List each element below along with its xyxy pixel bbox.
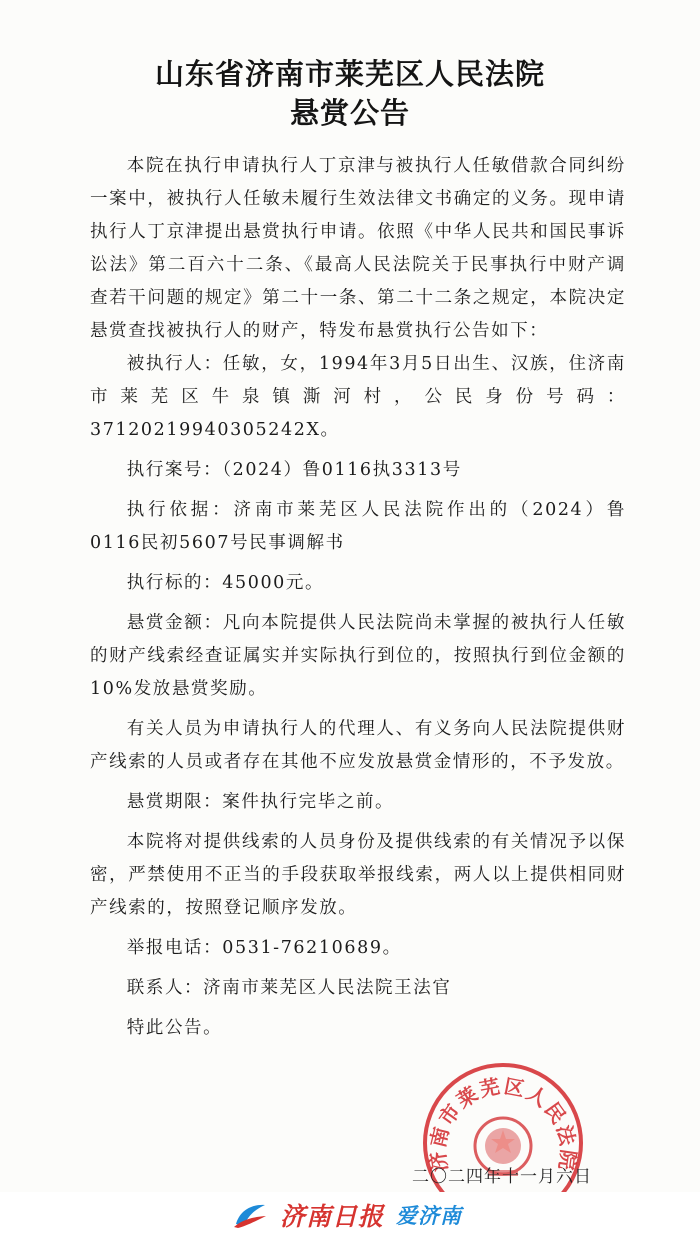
- phone-paragraph: 举报电话：0531-76210689。: [126, 938, 402, 958]
- confidential-paragraph: 本院将对提供线索的人员身份及提供线索的有关情况予以保密，严禁使用不正当的手段获取举报线索，两人以上提供相同财产线索的，按照登记顺序发放。: [90, 832, 626, 918]
- brand-name: 济南日报: [280, 1202, 385, 1231]
- notice-date: 二〇二四年十一月六日: [412, 1167, 592, 1187]
- court-name: 山东省济南市莱芜区人民法院: [154, 57, 545, 91]
- brand-logo-icon: [232, 1200, 268, 1230]
- seal-text: 济南市莱芜区人民法院: [425, 1073, 581, 1174]
- brand-subtitle: 爱济南: [396, 1204, 463, 1228]
- amount-paragraph: 执行标的：45000元。: [126, 573, 325, 593]
- closing-paragraph: 特此公告。: [126, 1018, 223, 1038]
- basis-paragraph: 执行依据：济南市莱芜区人民法院作出的（2024）鲁0116民初5607号民事调解书: [90, 500, 626, 553]
- period-paragraph: 悬赏期限：案件执行完毕之前。: [126, 792, 395, 812]
- intro-paragraph: 本院在执行申请执行人丁京津与被执行人任敏借款合同纠纷一案中，被执行人任敏未履行生效法律文书确定的义务。现申请执行人丁京津提出悬赏执行申请。依照《中华人民共和国民事诉讼法》第二百六十二条、《最高人民法院关于民事执行中财产调查若干问题的规定》第二十一条、第二十二条之规定，本院决定悬赏查找被执行人的财产，特发布悬赏执行公告如下：: [90, 156, 626, 341]
- case-number-paragraph: 执行案号：（2024）鲁0116执3313号: [126, 460, 462, 480]
- reward-paragraph: 悬赏金额：凡向本院提供人民法院尚未掌握的被执行人任敏的财产线索经查证属实并实际执行到位的，按照执行到位金额的10%发放悬赏奖励。: [90, 613, 626, 699]
- exclusion-paragraph: 有关人员为申请执行人的代理人、有义务向人民法院提供财产线索的人员或者存在其他不应发放悬赏金情形的，不予发放。: [90, 719, 626, 772]
- notice-title: 悬赏公告: [289, 96, 410, 130]
- contact-paragraph: 联系人：济南市莱芜区人民法院王法官: [126, 978, 452, 998]
- notice-body: [90, 150, 626, 1045]
- brand-watermark: [232, 1198, 462, 1232]
- debtor-paragraph: 被执行人：任敏，女，1994年3月5日出生、汉族，住济南市莱芜区牛泉镇澌河村，公民身份号码：37120219940305242X。: [90, 354, 626, 440]
